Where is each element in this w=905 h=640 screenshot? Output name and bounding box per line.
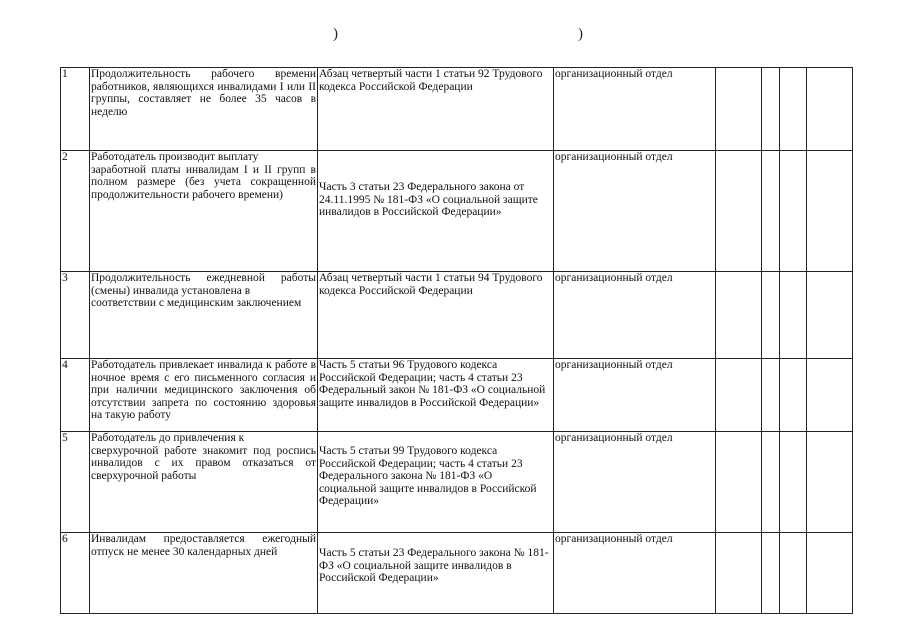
requirement-cell: Работодатель до привлечения к сверхурочной работе знакомит под роспись инвалидов с их правом отказаться от сверхурочной работы	[90, 432, 318, 533]
requirements-table	[60, 67, 853, 614]
responsible-cell: организационный отдел	[554, 432, 716, 533]
empty-cell	[716, 432, 762, 533]
responsible-cell: организационный отдел	[554, 533, 716, 614]
empty-cell	[762, 533, 780, 614]
empty-cell	[780, 359, 807, 432]
empty-cell	[780, 432, 807, 533]
row-number: 3	[61, 272, 90, 359]
table-row	[61, 272, 853, 359]
table-row	[61, 68, 853, 151]
table-row	[61, 533, 853, 614]
row-number: 1	[61, 68, 90, 151]
requirement-cell: Работодатель привлекает инвалида к работе в ночное время с его письменного согласия и при наличии медицинского заключения об отсутствии запрета по состоянию здоровья на такую работу	[90, 359, 318, 432]
empty-cell	[762, 432, 780, 533]
empty-cell	[716, 151, 762, 272]
empty-cell	[762, 151, 780, 272]
empty-cell	[716, 533, 762, 614]
empty-cell	[716, 68, 762, 151]
empty-cell	[807, 533, 853, 614]
empty-cell	[780, 533, 807, 614]
empty-cell	[762, 359, 780, 432]
requirement-cell: Работодатель производит выплату заработной платы инвалидам I и II групп в полном размере (без учета сокращенной продолжительности рабочего времени)	[90, 151, 318, 272]
table-row	[61, 359, 853, 432]
row-number: 2	[61, 151, 90, 272]
empty-cell	[807, 272, 853, 359]
table-row	[61, 432, 853, 533]
row-number: 6	[61, 533, 90, 614]
table-row	[61, 151, 853, 272]
legal-basis-cell: Часть 5 статьи 23 Федерального закона № 181-ФЗ «О социальной защите инвалидов в Российской Федерации»	[318, 533, 554, 614]
empty-cell	[807, 68, 853, 151]
responsible-cell: организационный отдел	[554, 68, 716, 151]
legal-basis-cell: Часть 5 статьи 96 Трудового кодекса Российской Федерации; часть 4 статьи 23 Федеральный закон № 181-ФЗ «О социальной защите инвалидов в Российской Федерации»	[318, 359, 554, 432]
empty-cell	[807, 151, 853, 272]
empty-cell	[780, 68, 807, 151]
legal-basis-cell: Часть 5 статьи 99 Трудового кодекса Российской Федерации; часть 4 статьи 23 Федерального закона № 181-ФЗ «О социальной защите инвалидов в Российской Федерации»	[318, 432, 554, 533]
responsible-cell: организационный отдел	[554, 151, 716, 272]
legal-basis-cell: Часть 3 статьи 23 Федерального закона от 24.11.1995 № 181-ФЗ «О социальной защите инвалидов в Российской Федерации»	[318, 151, 554, 272]
empty-cell	[807, 359, 853, 432]
requirement-cell: Инвалидам предоставляется ежегодный отпуск не менее 30 календарных дней	[90, 533, 318, 614]
empty-cell	[762, 68, 780, 151]
legal-basis-cell: Абзац четвертый части 1 статьи 94 Трудового кодекса Российской Федерации	[318, 272, 554, 359]
empty-cell	[780, 151, 807, 272]
scan-mark-right: )	[578, 26, 583, 42]
legal-basis-cell: Абзац четвертый части 1 статьи 92 Трудового кодекса Российской Федерации	[318, 68, 554, 151]
responsible-cell: организационный отдел	[554, 359, 716, 432]
empty-cell	[762, 272, 780, 359]
scan-mark-left: )	[333, 26, 338, 42]
row-number: 5	[61, 432, 90, 533]
empty-cell	[780, 272, 807, 359]
empty-cell	[807, 432, 853, 533]
responsible-cell: организационный отдел	[554, 272, 716, 359]
empty-cell	[716, 272, 762, 359]
requirement-cell: Продолжительность рабочего времени работников, являющихся инвалидами I или II группы, составляет не более 35 часов в неделю	[90, 68, 318, 151]
row-number: 4	[61, 359, 90, 432]
empty-cell	[716, 359, 762, 432]
requirement-cell: Продолжительность ежедневной работы (смены) инвалида установлена в соответствии с медицинским заключением	[90, 272, 318, 359]
